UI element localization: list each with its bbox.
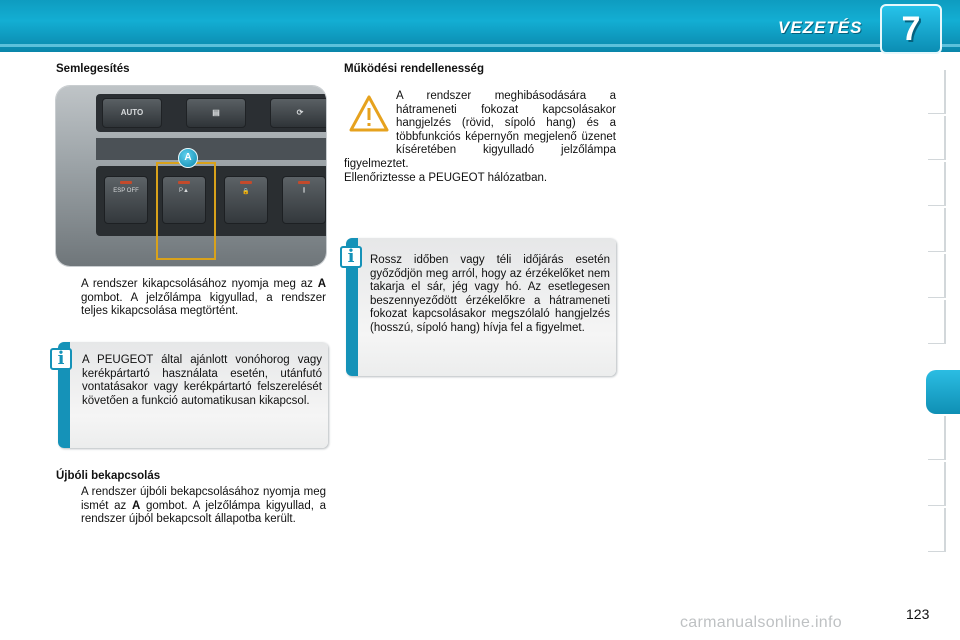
defrost-button	[186, 98, 246, 128]
side-tab[interactable]	[928, 162, 946, 206]
side-tab[interactable]	[928, 208, 946, 252]
chapter-header-bar	[0, 0, 960, 52]
page-number: 123	[906, 606, 930, 622]
door-lock-button	[224, 176, 268, 224]
highlighted-button-frame	[156, 162, 216, 260]
malfunction-warning-text: A rendszer meghibásodására a hátrameneti fokozat kapcsolásakor hangjelzés (rövid, sípoló hang) és a többfunkciós képernyőn megjelenő üzenet kíséretében kigyulladó jelzőlámpa figyelmeztet.	[344, 90, 616, 170]
warning-spacer	[344, 90, 396, 156]
info-box-towing	[58, 342, 328, 448]
control-panel-top	[96, 94, 326, 132]
side-tab[interactable]	[928, 416, 946, 460]
side-tab[interactable]	[928, 508, 946, 552]
heading-malfunction: Működési rendellenesség	[344, 63, 484, 75]
info-towing-text: A PEUGEOT által ajánlott vonóhorog vagy kerékpártartó használata esetén, utánfutó vontatásakor vagy kerékpártartó felszerelését követően a funkció automatikusan kikapcsol.	[82, 354, 322, 407]
side-tab[interactable]	[928, 254, 946, 298]
led-indicator	[120, 181, 132, 184]
bullet-deactivate	[81, 278, 326, 319]
watermark: carmanualsonline.info	[680, 614, 842, 631]
button-a-label: A	[132, 499, 141, 512]
info-icon: i	[340, 246, 362, 268]
info-sensors-text: Rossz időben vagy téli időjárás esetén győződjön meg arról, hogy az érzékelőket nem takarja el sár, jég vagy hó. Az esetlegesen beszennyeződött érzékelőkre a hátrameneti fokozat kapcsolásakor megszólaló hangjelzés (hosszú, sípoló hang) hívja fel a figyelmet.	[370, 254, 610, 334]
side-tab-active[interactable]	[926, 370, 960, 414]
info-icon: i	[50, 348, 72, 370]
rear-defrost-icon: ⫼	[302, 188, 306, 194]
dashboard-photo	[56, 86, 326, 266]
heading-reactivation: Újbóli bekapcsolás	[56, 470, 161, 482]
lock-icon: 🔒	[242, 189, 250, 195]
defrost-icon: ▤	[212, 108, 220, 117]
bullet-deactivate-text: A rendszer kikapcsolásához nyomja meg az	[81, 278, 313, 290]
led-indicator	[240, 181, 252, 184]
side-tab[interactable]	[928, 116, 946, 160]
button-a-label: A	[317, 278, 326, 290]
bullet-reactivate	[81, 486, 326, 527]
button-a-marker: A	[178, 148, 198, 168]
header-stripe	[0, 44, 960, 47]
chapter-number-badge: 7	[880, 4, 942, 54]
chapter-title: VEZETÉS	[778, 18, 863, 37]
side-tab[interactable]	[928, 300, 946, 344]
esp-off-button	[104, 176, 148, 224]
led-indicator	[298, 181, 310, 184]
recirculation-icon: ⟳	[296, 108, 304, 117]
parking-sensor-icon: P▲	[179, 188, 189, 194]
panel-divider	[96, 138, 326, 160]
bullet-reactivate-text-end: gombot. A jelzőlámpa kigyullad, a rendszer újból bekapcsolt állapotba került.	[81, 499, 326, 525]
heading-neutralization: Semlegesítés	[56, 63, 130, 75]
auto-button: AUTO	[102, 98, 162, 128]
rear-defrost-button	[282, 176, 326, 224]
bullet-deactivate-text-end: gombot. A jelzőlámpa kigyullad, a rendszer teljes kikapcsolása megtörtént.	[81, 291, 326, 317]
malfunction-text	[344, 90, 616, 171]
bullet-reactivate-text: A rendszer újbóli bekapcsolásához nyomja meg ismét az	[81, 486, 326, 512]
info-box-sensors	[346, 238, 616, 376]
dealer-text: Ellenőriztesse a PEUGEOT hálózatban.	[344, 172, 548, 184]
side-tab[interactable]	[928, 462, 946, 506]
esp-off-label: ESP OFF	[113, 188, 139, 194]
recirculation-button	[270, 98, 326, 128]
chapter-side-tabs	[928, 70, 952, 570]
side-tab[interactable]	[928, 70, 946, 114]
